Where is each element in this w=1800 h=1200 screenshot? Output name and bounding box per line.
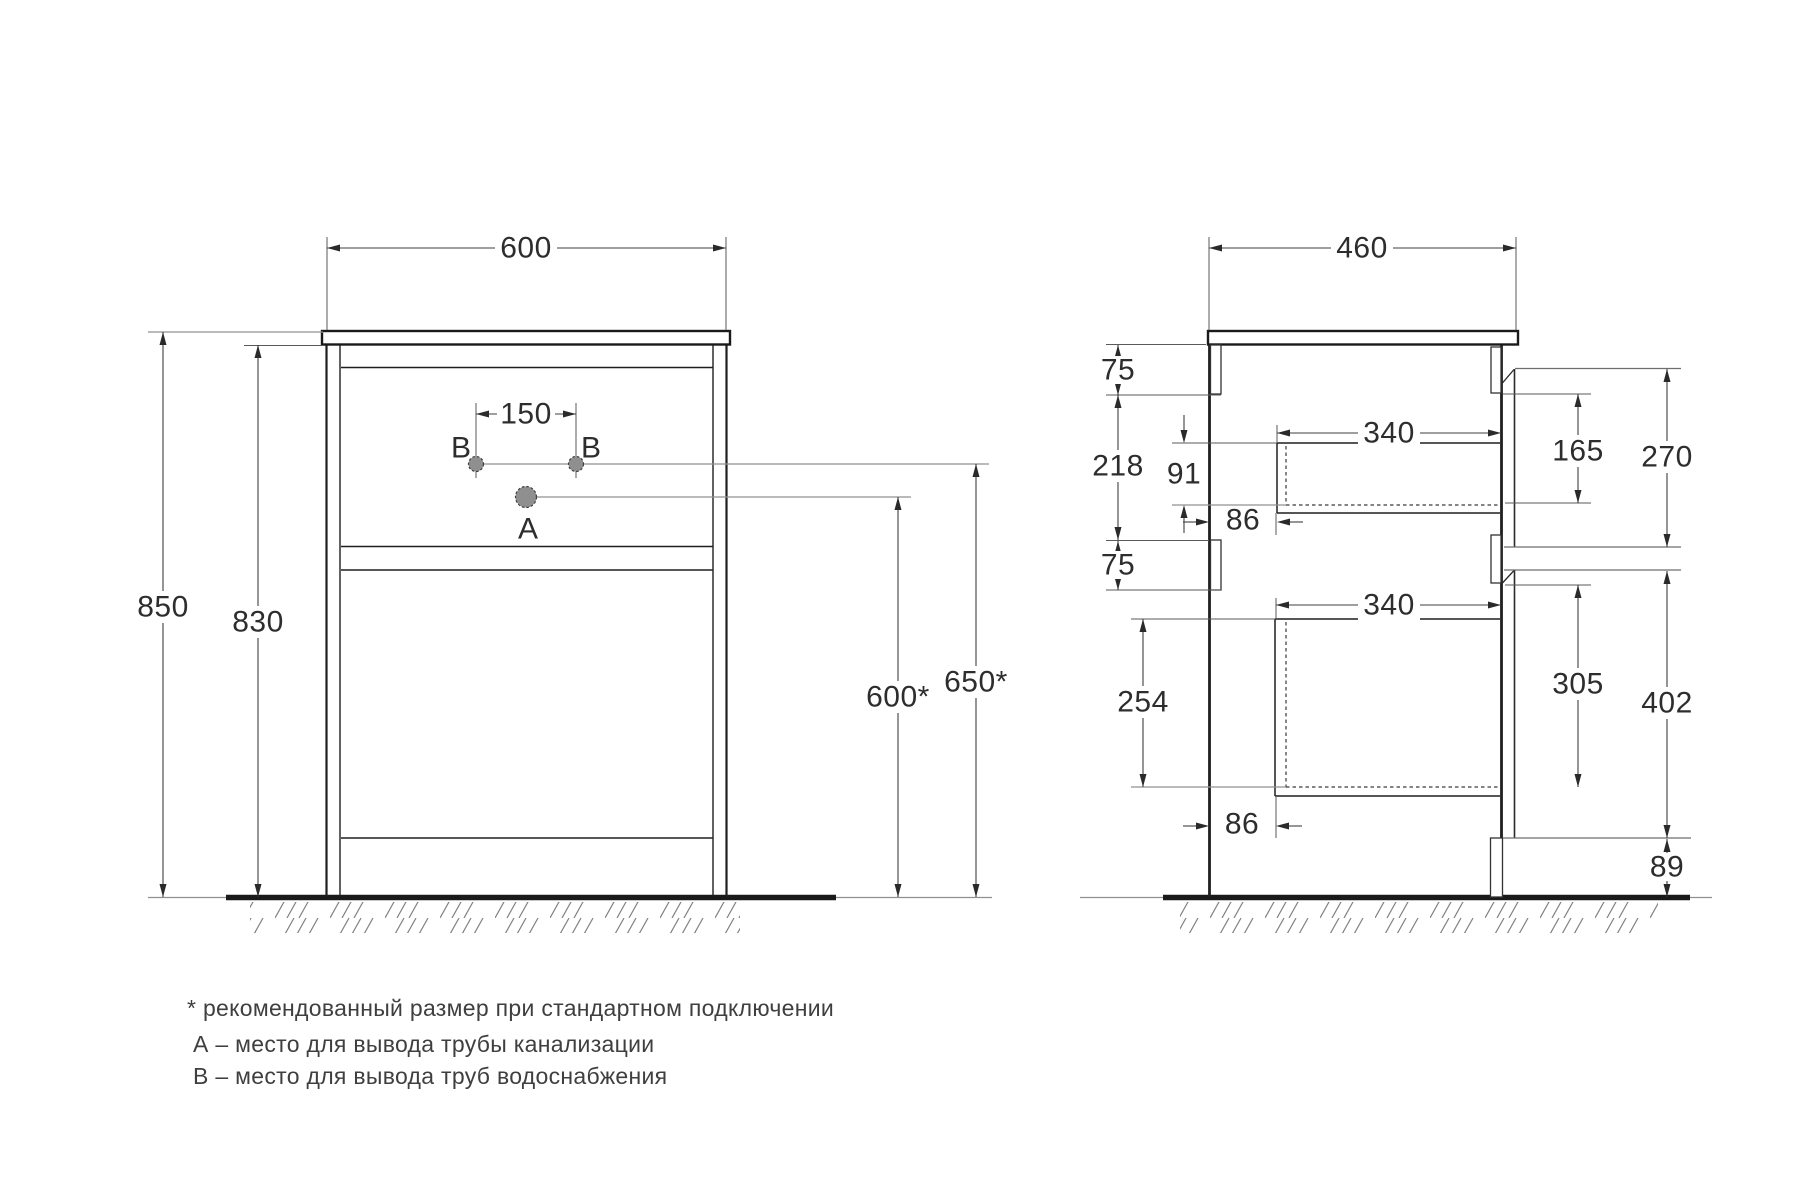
rail-front-top	[1491, 347, 1501, 393]
footnote-point-b: В – место для вывода труб водоснабжения	[193, 1063, 668, 1089]
dim-top-rail	[1097, 345, 1221, 396]
dim-front2-height	[1636, 571, 1698, 838]
drawer2-back-height-label: 254	[1117, 685, 1169, 719]
hole-b-left	[451, 432, 484, 472]
dim-back-clearance-bottom	[1183, 796, 1302, 841]
front-overall-height-label: 850	[137, 590, 189, 624]
plinth-height-label: 89	[1649, 850, 1685, 884]
drawer1-inner-label: 91	[1166, 457, 1202, 491]
front-view	[132, 232, 1020, 934]
dim-supply-spacing	[476, 398, 576, 479]
side-floor	[1080, 898, 1712, 934]
footnote-point-a: А – место для вывода трубы канализации	[193, 1031, 655, 1057]
hole-a	[516, 487, 539, 546]
drawer2-box	[1275, 619, 1500, 796]
drawer2-depth-label: 340	[1363, 588, 1415, 622]
front-body-height-label: 830	[232, 605, 284, 639]
front-floor-hatch	[250, 902, 740, 933]
footnotes	[187, 995, 834, 1089]
drawer1-depth-label: 340	[1363, 416, 1415, 450]
point-b-left-label: B	[450, 431, 472, 465]
dim-front-width	[327, 232, 726, 331]
dim-drain-height	[854, 497, 942, 897]
supply-spacing-label: 150	[500, 397, 552, 431]
drain-height-label: 600*	[866, 680, 930, 714]
rail-back-top	[1211, 345, 1222, 394]
drawer1-box	[1277, 443, 1500, 513]
side-depth-label: 460	[1336, 231, 1388, 265]
side-floor-hatch	[1180, 902, 1658, 933]
dim-back-clearance-top	[1183, 504, 1303, 537]
dim-front2-inner	[1505, 585, 1609, 787]
mid-rail-label: 75	[1100, 548, 1136, 582]
rail-front-bottom	[1491, 838, 1503, 897]
back-clearance-bottom-label: 86	[1224, 807, 1260, 841]
rail-back-mid	[1211, 540, 1222, 590]
dim-mid-rail	[1097, 541, 1221, 590]
side-view	[1080, 232, 1712, 934]
back-clearance-top-label: 86	[1225, 503, 1261, 537]
dim-side-depth	[1209, 232, 1516, 331]
hole-b-right	[569, 432, 602, 472]
top-rail-label: 75	[1100, 353, 1136, 387]
rail-front-mid	[1491, 535, 1501, 583]
front-width-label: 600	[500, 231, 552, 265]
front2-height-label: 402	[1641, 686, 1693, 720]
dim-drawer2-back-height	[1112, 619, 1286, 787]
dim-front1-inner	[1503, 394, 1608, 503]
dim-plinth-height	[1646, 839, 1688, 897]
side-countertop	[1208, 331, 1518, 345]
dim-supply-height	[932, 464, 1020, 897]
dim-front-body-height	[227, 345, 325, 897]
front-countertop	[322, 331, 730, 345]
front-floor	[148, 898, 992, 934]
front2-inner-label: 305	[1552, 667, 1604, 701]
front1-height-label: 270	[1641, 440, 1693, 474]
dim-front1-height	[1636, 369, 1698, 547]
dim-drawer1-depth	[1277, 417, 1501, 450]
point-b-right-label: B	[580, 431, 602, 465]
point-a-label: A	[517, 512, 539, 546]
upper-back-label: 218	[1092, 449, 1144, 483]
dim-drawer2-depth	[1276, 589, 1501, 622]
front1-inner-label: 165	[1552, 434, 1604, 468]
footnote-recommended: * рекомендованный размер при стандартном подключении	[187, 995, 835, 1021]
supply-height-label: 650*	[944, 665, 1008, 699]
